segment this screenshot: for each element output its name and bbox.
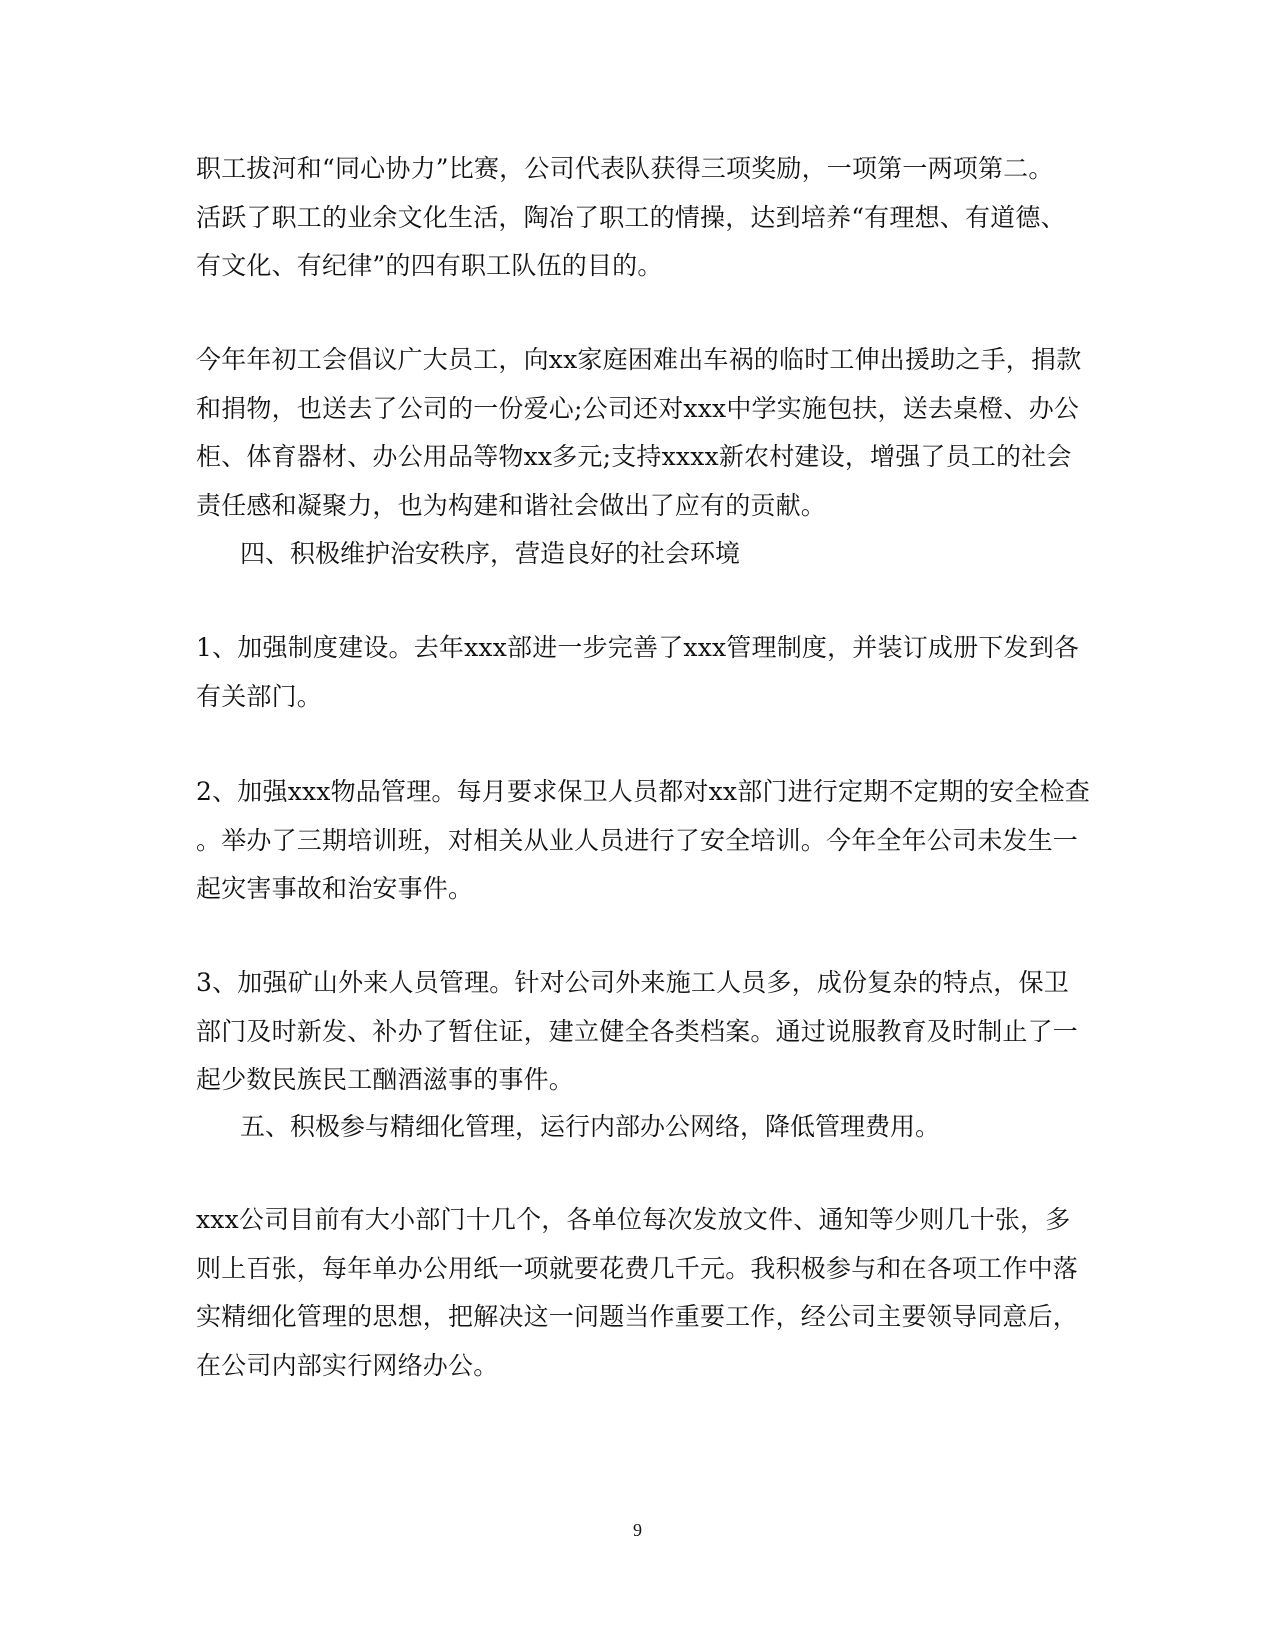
text-line: 部门及时新发、补办了暂住证，建立健全各类档案。通过说服教育及时制止了一 <box>196 1016 1079 1046</box>
text-line: 起少数民族民工酗酒滋事的事件。 <box>196 1065 575 1094</box>
text-line: 1、加强制度建设。去年xxx部进一步完善了xxx管理制度，并装订成册下发到各 <box>196 633 1080 662</box>
paragraph-activities <box>196 145 1076 291</box>
text-line: 起灾害事故和治安事件。 <box>196 874 474 903</box>
text-line: 活跃了职工的业余文化生活，陶冶了职工的情操，达到培养“有理想、有道德、 <box>196 202 1066 232</box>
paragraph-office-network <box>196 1196 1079 1390</box>
text-line: 今年年初工会倡议广大员工，向xx家庭困难出车祸的临时工伸出援助之手，捐款 <box>196 345 1082 374</box>
page-number: 9 <box>633 1520 642 1540</box>
text-line: 则上百张，每年单办公用纸一项就要花费几千元。我积极参与和在各项工作中落 <box>196 1253 1079 1283</box>
text-line: 柜、体育器材、办公用品等物xx多元;支持xxxx新农村建设，增强了员工的社会 <box>196 442 1072 471</box>
text-line: 有关部门。 <box>196 681 323 711</box>
text-line: xxx公司目前有大小部门十几个，各单位每次发放文件、通知等少则几十张，多 <box>196 1205 1071 1234</box>
text-line: 职工拔河和“同心协力”比赛，公司代表队获得三项奖励，一项第一两项第二。 <box>196 154 1054 183</box>
text-line: 责任感和凝聚力，也为构建和谐社会做出了应有的贡献。 <box>196 490 827 520</box>
paragraph-item-2 <box>196 768 1091 914</box>
text-line: 有文化、有纪律”的四有职工队伍的目的。 <box>196 251 663 280</box>
section-heading-four: 四、积极维护治安秩序，营造良好的社会环境 <box>240 539 741 568</box>
text-line: 。举办了三期培训班，对相关从业人员进行了安全培训。今年全年公司未发生一 <box>196 825 1079 855</box>
paragraph-charity <box>196 336 1082 530</box>
text-line: 实精细化管理的思想，把解决这一问题当作重要工作，经公司主要领导同意后， <box>196 1302 1079 1331</box>
text-line: 3、加强矿山外来人员管理。针对公司外来施工人员多，成份复杂的特点，保卫 <box>196 968 1069 997</box>
text-line: 和捐物，也送去了公司的一份爱心;公司还对xxx中学实施包扶，送去桌橙、办公 <box>196 393 1080 423</box>
paragraph-item-1 <box>196 624 1080 721</box>
text-line: 在公司内部实行网络办公。 <box>196 1350 499 1380</box>
paragraph-item-3 <box>196 959 1079 1105</box>
text-line: 2、加强xxx物品管理。每月要求保卫人员都对xx部门进行定期不定期的安全检查 <box>196 777 1091 806</box>
section-heading-five: 五、积极参与精细化管理，运行内部办公网络，降低管理费用。 <box>240 1112 941 1141</box>
